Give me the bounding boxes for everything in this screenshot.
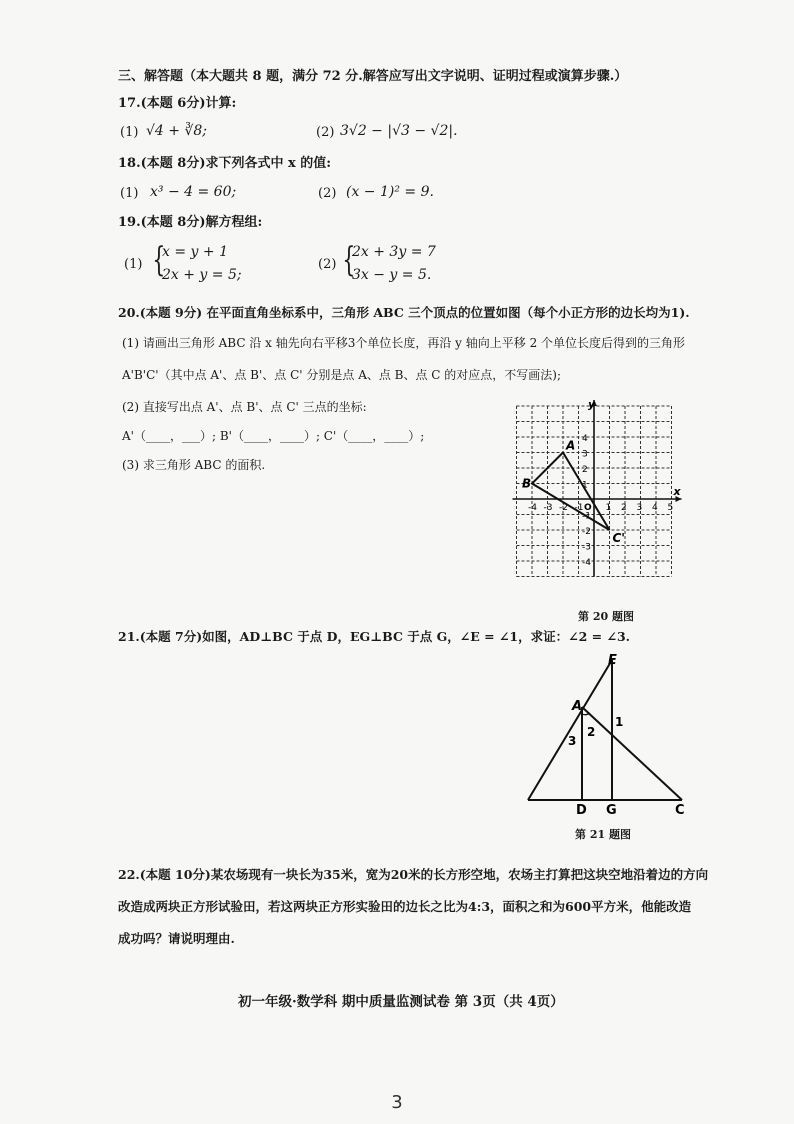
q19-part2-equation2: 3x − y = 5. (352, 267, 432, 283)
label-a: A (572, 699, 583, 714)
q20-step2: (2) 直接写出点 A'、点 B'、点 C' 三点的坐标: (122, 400, 367, 414)
x-tick-label: -2 (559, 503, 568, 513)
q20-coordinate-blanks: A'（____，___）; B'（____，____）; C'（____，____）; (122, 429, 425, 443)
x-axis-label: x (673, 485, 681, 498)
point-b-label: B (522, 476, 532, 491)
y-tick-label: 3 (582, 449, 588, 460)
q19-part2-brace: { (342, 240, 356, 280)
section-title: 三、解答题（本大题共 8 题，满分 72 分.解答应写出文字说明、证明过程或演算步骤.） (118, 69, 628, 84)
q19-part1-equation2: 2x + y = 5; (162, 267, 242, 283)
x-tick-label: -3 (543, 503, 553, 513)
y-tick-label: -3 (582, 542, 591, 553)
line-ac (582, 707, 682, 800)
q17-heading: 17.(本题 6分)计算: (118, 96, 237, 111)
y-tick-label: 4 (582, 434, 588, 444)
y-tick-label: -1 (582, 511, 591, 522)
x-tick-label: 2 (621, 503, 627, 513)
y-tick-label: 2 (582, 465, 588, 475)
triangle-abc (532, 453, 610, 531)
y-tick-label: 1 (582, 480, 588, 491)
q22-line1: 22.(本题 10分)某农场现有一块长为35米，宽为20米的长方形空地，农场主打算把这块空地沿着边的方向 (118, 867, 709, 882)
q22-line3: 成功吗？请说明理由. (118, 931, 235, 946)
label-angle2: 2 (587, 725, 596, 739)
label-d: D (576, 803, 587, 818)
page-number: 3 (391, 1092, 403, 1113)
q17-part2-expression: 3√2 − |√3 − √2|. (340, 123, 458, 139)
q17-part1-expression: √4 + ∛8; (146, 123, 208, 139)
q17-part2-label: (2) (316, 125, 335, 140)
q19-part2-label: (2) (318, 257, 337, 272)
q20-step1-line2: A'B'C'（其中点 A'、点 B'、点 C' 分别是点 A、点 B、点 C 的对应点，不写画法); (122, 368, 562, 382)
q22-line2: 改造成两块正方形试验田，若这两块正方形实验田的边长之比为4:3，面积之和为600平方米，他能改造 (118, 899, 692, 914)
q18-part1-label: (1) (120, 186, 139, 201)
q19-heading: 19.(本题 8分)解方程组: (118, 215, 263, 230)
x-tick-label: -1 (574, 503, 584, 513)
q21-figure-caption: 第 21 题图 (575, 828, 631, 841)
q18-part2-expression: (x − 1)² = 9. (346, 184, 434, 200)
label-e: E (608, 653, 617, 668)
q20-step1-line1: (1) 请画出三角形 ABC 沿 x 轴先向右平移3个单位长度，再沿 y 轴向上平移 2 个单位长度后得到的三角形 (122, 336, 686, 350)
y-axis-label: y (588, 398, 596, 411)
q18-heading: 18.(本题 8分)求下列各式中 x 的值: (118, 156, 332, 171)
q19-part1-label: (1) (124, 257, 143, 272)
origin-label: O (584, 503, 592, 513)
label-angle3: 3 (568, 734, 577, 748)
q18-part2-label: (2) (318, 186, 337, 201)
x-tick-label: 4 (652, 503, 658, 513)
x-tick-label: 1 (605, 503, 612, 513)
x-tick-label: -4 (528, 503, 537, 513)
y-tick-label: -2 (582, 527, 591, 537)
y-tick-label: -4 (582, 558, 591, 568)
line-be (528, 660, 612, 800)
point-a-label: A (566, 438, 576, 453)
q21-triangle-figure (520, 650, 700, 820)
q19-part2-equation1: 2x + 3y = 7 (352, 244, 436, 260)
x-tick-label: 5 (667, 503, 674, 513)
q17-part1-label: (1) (120, 125, 139, 140)
label-angle1: 1 (615, 715, 624, 729)
label-g: G (606, 803, 617, 818)
q19-part1-equation1: x = y + 1 (162, 244, 228, 260)
q18-part1-expression: x³ − 4 = 60; (150, 184, 237, 200)
page-footer: 初一年级·数学科 期中质量监测试卷 第 3页（共 4页） (238, 994, 564, 1010)
label-c: C (675, 803, 685, 818)
q21-heading: 21.(本题 7分)如图，AD⊥BC 于点 D，EG⊥BC 于点 G，∠E = ∠1，求证：∠2 = ∠3. (118, 629, 631, 644)
x-tick-label: 3 (636, 503, 643, 513)
q20-step3: (3) 求三角形 ABC 的面积. (122, 458, 266, 472)
q20-coordinate-figure (500, 395, 700, 595)
q20-figure-caption: 第 20 题图 (578, 610, 634, 623)
q20-heading: 20.(本题 9分) 在平面直角坐标系中，三角形 ABC 三个顶点的位置如图（每个小正方形的边长均为1). (118, 305, 690, 320)
point-c-label: C' (612, 531, 625, 545)
angle-arc (582, 713, 590, 715)
q19-part1-brace: { (152, 240, 166, 280)
